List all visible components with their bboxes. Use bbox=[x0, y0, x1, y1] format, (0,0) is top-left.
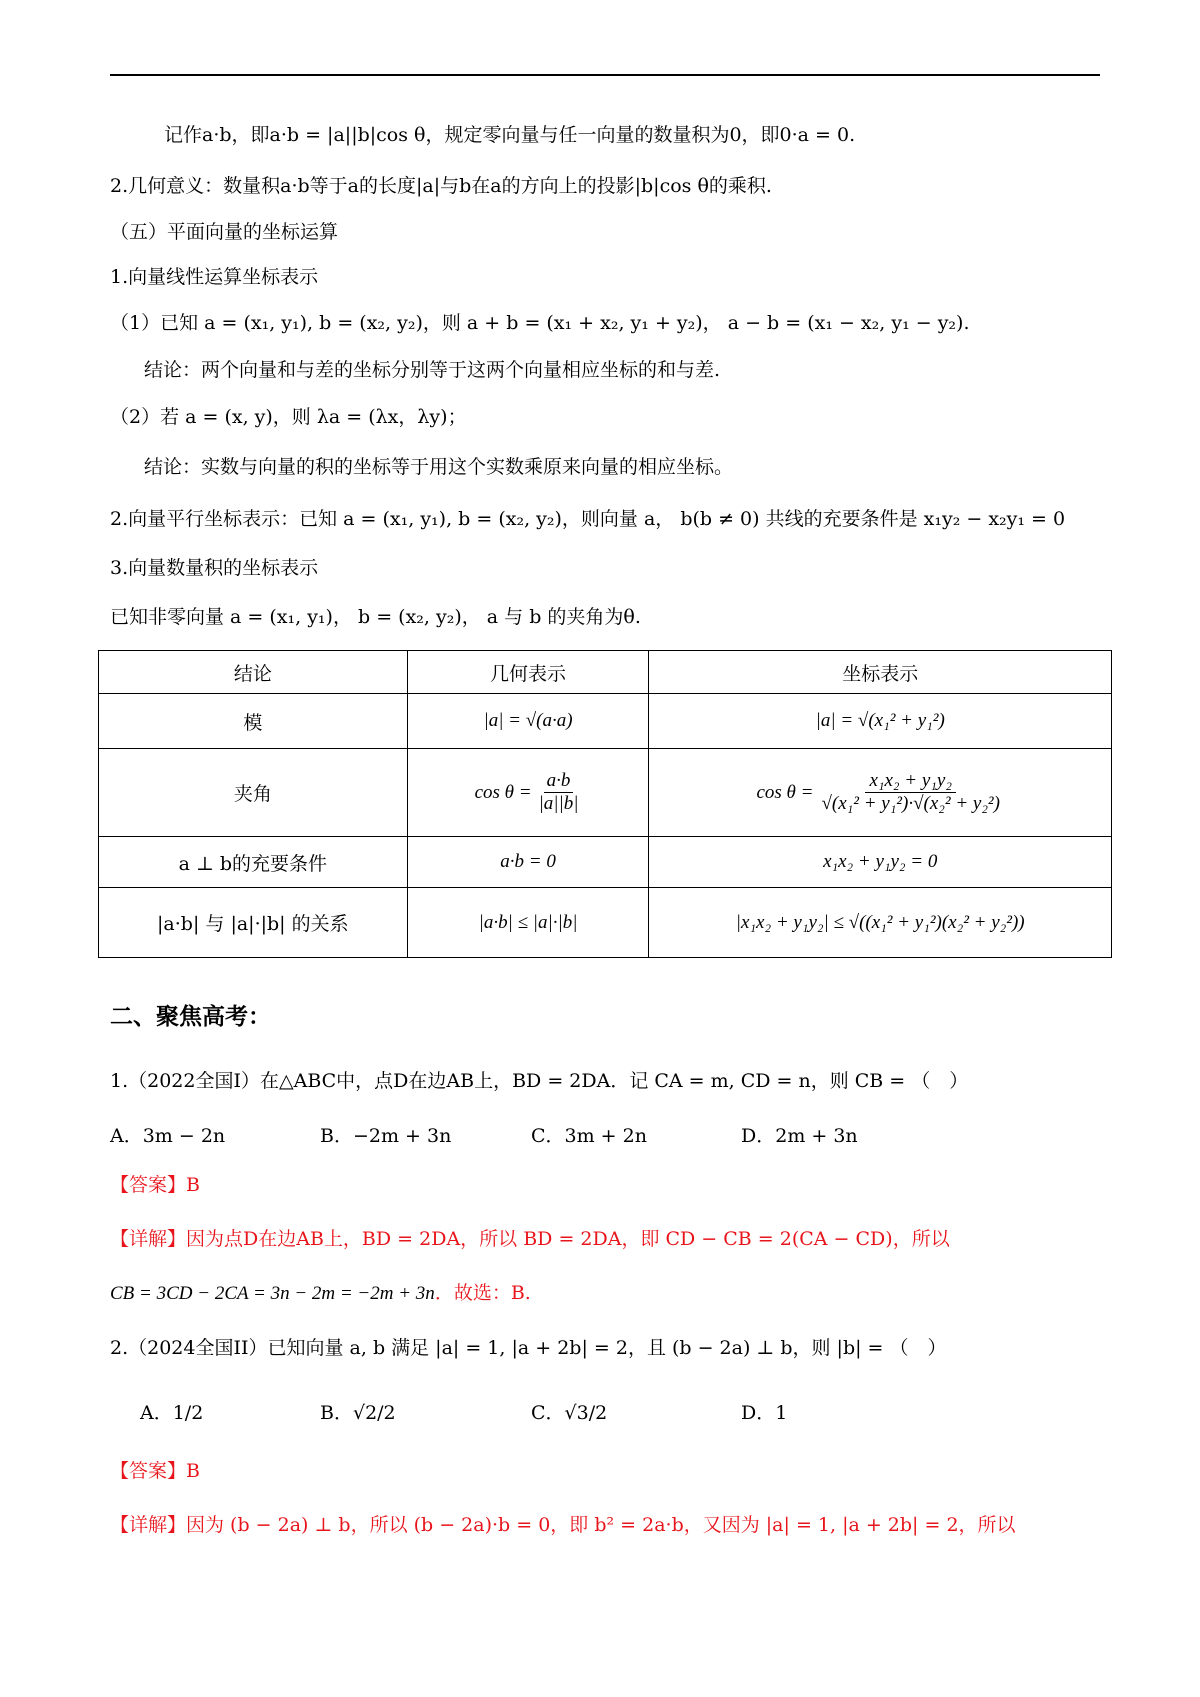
line-dot-product-title: 3.向量数量积的坐标表示 bbox=[110, 557, 319, 579]
q1-detail-label: 【详解】 bbox=[110, 1228, 187, 1250]
table-row-perpendicular bbox=[99, 837, 1112, 888]
header-conclusion: 结论 bbox=[99, 651, 408, 694]
fraction bbox=[817, 770, 1004, 815]
q1-detail-line2 bbox=[110, 1280, 531, 1307]
q1-detail-tail: ．故选：B. bbox=[434, 1282, 531, 1304]
cell-geometric: |a| = √(a·a) bbox=[407, 694, 649, 749]
line-nonzero-vectors: 已知非零向量 a = (x₁, y₁)， b = (x₂, y₂)， a 与 b 的夹角为θ. bbox=[110, 606, 641, 628]
header-rule bbox=[110, 74, 1100, 76]
cell-coordinate: |a| = √(x₁² + y₁²) bbox=[649, 694, 1112, 749]
line-sum-difference: （1）已知 a = (x₁, y₁), b = (x₂, y₂)，则 a + b = (x₁ + x₂, y₁ + y₂)， a − b = (x₁ − x₂, y₁ − y₂). bbox=[110, 312, 970, 334]
q2-option-b: B．√2/2 bbox=[320, 1402, 396, 1424]
cos-lhs: cos θ = bbox=[474, 781, 532, 803]
table-row-angle bbox=[99, 749, 1112, 837]
cell-coordinate: |x₁x₂ + y₁y₂| ≤ √((x₁² + y₁²)(x₂² + y₂²)) bbox=[649, 888, 1112, 958]
table-row-magnitude bbox=[99, 694, 1112, 749]
fraction bbox=[536, 770, 582, 815]
q2-option-c: C．√3/2 bbox=[531, 1402, 608, 1424]
q2-option-d: D．1 bbox=[741, 1402, 788, 1424]
q1-stem: 1.（2022全国I）在△ABC中，点D在边AB上，BD = 2DA．记 CA = m, CD = n，则 CB = （ ） bbox=[110, 1070, 969, 1092]
cell-coordinate: x₁x₂ + y₁y₂ = 0 bbox=[649, 837, 1112, 888]
line-linear-ops-title: 1.向量线性运算坐标表示 bbox=[110, 266, 319, 288]
numerator: x₁x₂ + y₁y₂ bbox=[865, 770, 955, 793]
header-coordinate: 坐标表示 bbox=[649, 651, 1112, 694]
cell-name: |a·b| 与 |a|·|b| 的关系 bbox=[99, 888, 408, 958]
cell-name: a ⊥ b的充要条件 bbox=[99, 837, 408, 888]
line-geometric-meaning: 2.几何意义：数量积a·b等于a的长度|a|与b在a的方向上的投影|b|cos θ的乘积. bbox=[110, 175, 772, 197]
line-conclusion-2: 结论：实数与向量的积的坐标等于用这个实数乘原来向量的相应坐标。 bbox=[144, 456, 734, 478]
line-notation: 记作a·b，即a·b = |a||b|cos θ，规定零向量与任一向量的数量积为0，即0·a = 0. bbox=[164, 124, 856, 146]
q2-option-a: A．1/2 bbox=[140, 1402, 204, 1424]
section-title: 二、聚焦高考： bbox=[110, 1004, 271, 1030]
cos-lhs: cos θ = bbox=[756, 781, 814, 803]
q2-detail-label: 【详解】 bbox=[110, 1514, 187, 1536]
line-parallel-condition: 2.向量平行坐标表示：已知 a = (x₁, y₁), b = (x₂, y₂)，则向量 a， b(b ≠ 0) 共线的充要条件是 x₁y₂ − x₂y₁ = 0 bbox=[110, 508, 1066, 530]
q1-option-c: C．3m + 2n bbox=[531, 1125, 647, 1147]
q1-option-b: B．−2m + 3n bbox=[320, 1125, 452, 1147]
q2-stem: 2.（2024全国II）已知向量 a, b 满足 |a| = 1, |a + 2b| = 2，且 (b − 2a) ⊥ b，则 |b| = （ ） bbox=[110, 1337, 947, 1359]
cell-coordinate bbox=[649, 749, 1112, 837]
denominator: √(x₁² + y₁²)·√(x₂² + y₂²) bbox=[821, 793, 1000, 814]
q1-detail-math: CB = 3CD − 2CA = 3n − 2m = −2m + 3n bbox=[110, 1283, 435, 1304]
cell-name: 模 bbox=[99, 694, 408, 749]
q1-detail-text: 因为点D在边AB上，BD = 2DA，所以 BD = 2DA，即 CD − CB = 2(CA − CD)，所以 bbox=[186, 1228, 950, 1250]
formula-table bbox=[98, 650, 1112, 958]
header-geometric: 几何表示 bbox=[407, 651, 649, 694]
numerator: a·b bbox=[544, 770, 574, 793]
q1-answer: 【答案】B bbox=[110, 1174, 200, 1196]
cell-geometric bbox=[407, 749, 649, 837]
table-header-row bbox=[99, 651, 1112, 694]
denominator: |a||b| bbox=[538, 793, 579, 814]
q1-option-a: A．3m − 2n bbox=[110, 1125, 226, 1147]
q2-detail-line bbox=[110, 1512, 1016, 1538]
table-row-inequality bbox=[99, 888, 1112, 958]
subsection-heading: （五）平面向量的坐标运算 bbox=[110, 221, 339, 243]
cell-geometric: a·b = 0 bbox=[407, 837, 649, 888]
q2-answer: 【答案】B bbox=[110, 1460, 200, 1482]
q2-detail-text: 因为 (b − 2a) ⊥ b，所以 (b − 2a)·b = 0，即 b² = 2a·b，又因为 |a| = 1, |a + 2b| = 2，所以 bbox=[186, 1514, 1016, 1536]
cell-geometric: |a·b| ≤ |a|·|b| bbox=[407, 888, 649, 958]
line-conclusion-1: 结论：两个向量和与差的坐标分别等于这两个向量相应坐标的和与差. bbox=[144, 359, 721, 381]
line-scalar-multiple: （2）若 a = (x, y)，则 λa = (λx，λy)； bbox=[110, 406, 467, 428]
q1-detail-line1 bbox=[110, 1226, 950, 1252]
q1-option-d: D．2m + 3n bbox=[741, 1125, 858, 1147]
cell-name: 夹角 bbox=[99, 749, 408, 837]
